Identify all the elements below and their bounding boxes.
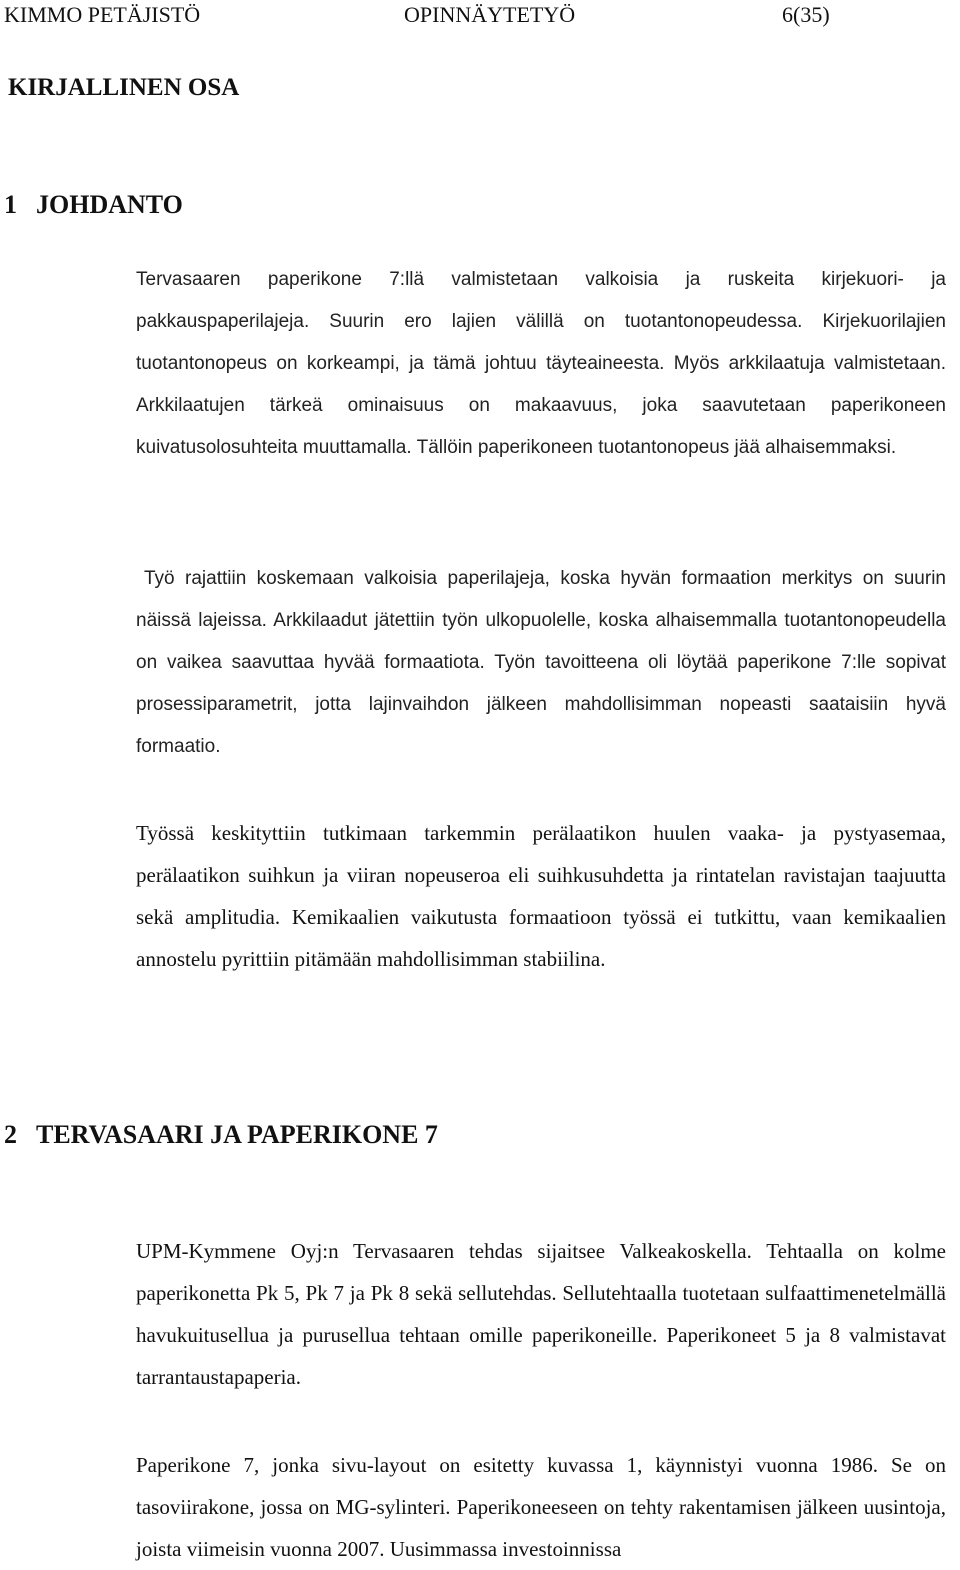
section-heading-1 — [4, 190, 183, 220]
section-title: TERVASAARI JA PAPERIKONE 7 — [36, 1120, 438, 1149]
section-number: 1 — [4, 190, 17, 219]
paragraph: Paperikone 7, jonka sivu-layout on esitetty kuvassa 1, käynnistyi vuonna 1986. Se on tasoviirakone, jossa on MG-sylinteri. Paperikoneeseen on tehty rakentamisen jälkeen uusintoja, joista viimeisin vuonna 2007. Uusimmassa investoinnissa — [136, 1453, 946, 1561]
section-number: 2 — [4, 1120, 17, 1149]
paragraph: Tervasaaren paperikone 7:llä valmistetaan valkoisia ja ruskeita kirjekuori- ja pakkauspaperilajeja. Suurin ero lajien välillä on tuotantonopeudessa. Kirjekuorilajien tuotantonopeus on korkeampi, ja tämä johtuu täyteaineesta. Myös arkkilaatuja valmistetaan. Arkkilaatujen tärkeä ominaisuus on makaavuus, joka saavutetaan paperikoneen kuivatusolosuhteita muuttamalla. Tällöin paperikoneen tuotantonopeus jää alhaisemmaksi. — [136, 269, 946, 458]
paragraph: UPM-Kymmene Oyj:n Tervasaaren tehdas sijaitsee Valkeakoskella. Tehtaalla on kolme paperikonetta Pk 5, Pk 7 ja Pk 8 sekä sellutehdas. Sellutehtaalla tuotetaan sulfaattimenetelmällä havukuitusellua ja purusellua tehtaan omille paperikoneille. Paperikoneet 5 ja 8 valmistavat tarrantaustapaperia. — [136, 1239, 946, 1389]
running-header — [4, 2, 884, 32]
section-heading-2 — [4, 1120, 438, 1150]
section-title: JOHDANTO — [36, 190, 183, 219]
header-document-type: OPINNÄYTETYÖ — [404, 2, 576, 27]
header-author: KIMMO PETÄJISTÖ — [4, 2, 201, 27]
paragraph: Työssä keskityttiin tutkimaan tarkemmin perälaatikon huulen vaaka- ja pystyasemaa, perälaatikon suihkun ja viiran nopeuseroa eli suihkusuhdetta ja rintatelan ravistajan taajuutta sekä amplitudia. Kemikaalien vaikutusta formaatioon työssä ei tutkittu, vaan kemikaalien annostelu pyrittiin pitämään mahdollisimman stabiilina. — [136, 821, 946, 971]
paragraph: Työ rajattiin koskemaan valkoisia paperilajeja, koska hyvän formaation merkitys on suurin näissä lajeissa. Arkkilaadut jätettiin työn ulkopuolelle, koska alhaisemmalla tuotantonopeudella on vaikea saavuttaa hyvää formaatiota. Työn tavoitteena oli löytää paperikone 7:lle sopivat prosessiparametrit, jotta lajinvaihdon jälkeen mahdollisimman nopeasti saataisiin hyvä formaatio. — [136, 568, 946, 757]
header-page-number: 6(35) — [782, 2, 830, 27]
part-title: KIRJALLINEN OSA — [8, 74, 240, 101]
